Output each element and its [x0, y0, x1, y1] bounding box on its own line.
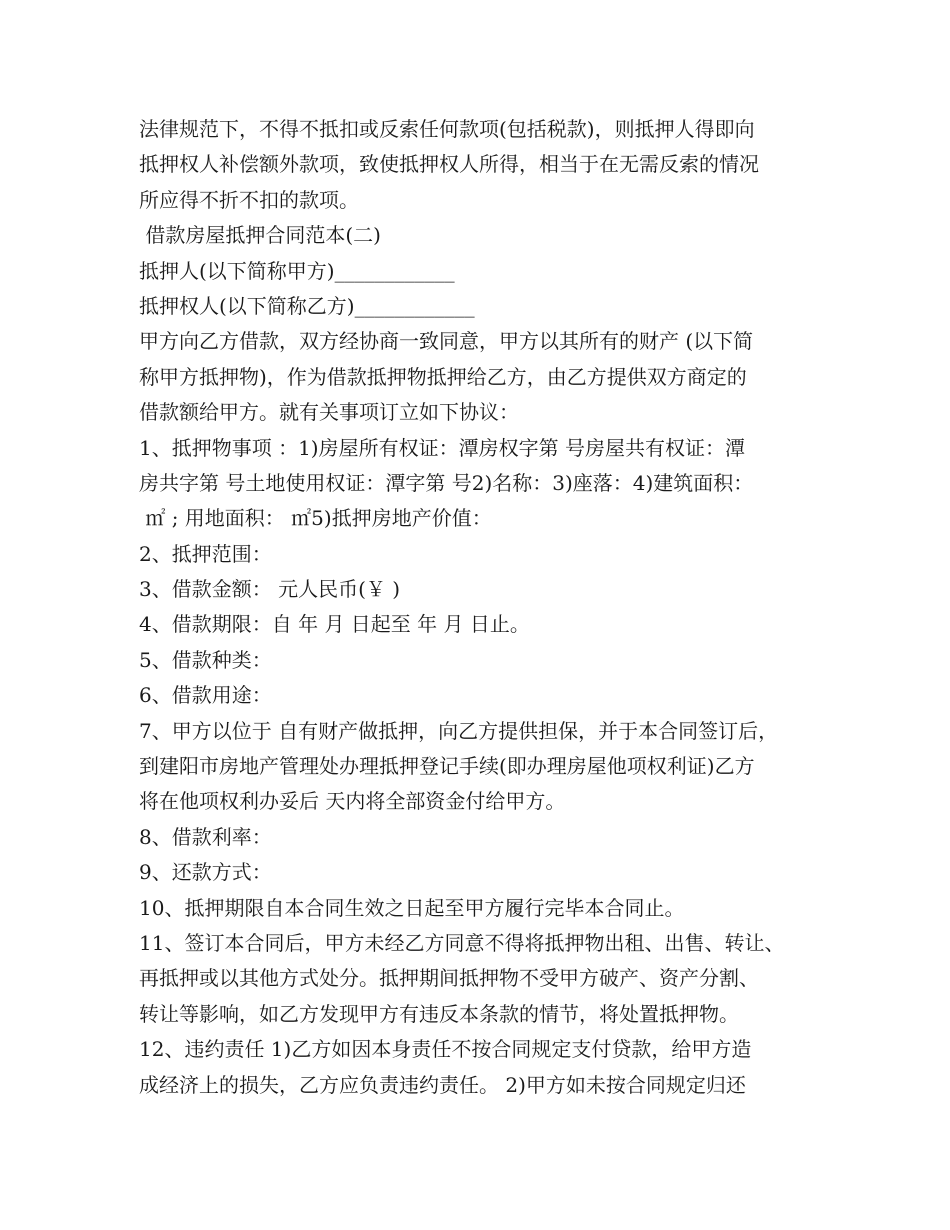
clause-line: 8、借款利率： — [139, 824, 272, 849]
text-line: 抵押权人补偿额外款项，致使抵押权人所得，相当于在无需反索的情况 — [139, 152, 759, 177]
clause-line: 7、甲方以位于 自有财产做抵押，向乙方提供担保，并于本合同签订后， — [139, 718, 779, 743]
clause-line: 12、违约责任 1)乙方如因本身责任不按合同规定支付贷款，给甲方造 — [139, 1037, 752, 1062]
clause-line: 房共字第 号土地使用权证：潭字第 号2)名称：3)座落：4)建筑面积： — [139, 470, 754, 495]
clause-line: 11、签订本合同后，甲方未经乙方同意不得将抵押物出租、出售、转让、 — [139, 930, 785, 955]
text-line: 称甲方抵押物)，作为借款抵押物抵押给乙方，由乙方提供双方商定的 — [139, 364, 747, 389]
clause-line: 2、抵押范围： — [139, 541, 272, 566]
clause-line: 转让等影响，如乙方发现甲方有违反本条款的情节，将处置抵押物。 — [139, 1001, 739, 1026]
clause-line: 将在他项权利办妥后 天内将全部资金付给甲方。 — [139, 789, 566, 814]
clause-line: 成经济上的损失，乙方应负责违约责任。 2)甲方如未按合同规定归还 — [139, 1072, 746, 1097]
clause-line: 1、抵押物事项 ：1)房屋所有权证：潭房权字第 号房屋共有权证：潭 — [139, 435, 745, 460]
clause-line: 9、还款方式： — [139, 860, 272, 885]
clause-line: ㎡ ; 用地面积： ㎡5)抵押房地产价值： — [139, 506, 492, 531]
clause-line: 4、借款期限：自 年 月 日起至 年 月 日止。 — [139, 612, 530, 637]
text-line: 法律规范下，不得不抵扣或反索任何款项(包括税款)，则抵押人得即向 — [139, 117, 755, 141]
clause-line: 6、借款用途： — [139, 683, 272, 708]
text-line: 所应得不折不扣的款项。 — [139, 187, 359, 212]
text-line: 借款额给甲方。就有关事项订立如下协议： — [139, 400, 519, 425]
clause-line: 到建阳市房地产管理处办理抵押登记手续(即办理房屋他项权利证)乙方 — [139, 754, 755, 779]
clause-line: 5、借款种类： — [139, 647, 272, 672]
document-body — [139, 112, 839, 1103]
mortgagor-line: 抵押人(以下简称甲方)____________ — [139, 258, 455, 283]
clause-line: 再抵押或以其他方式处分。抵押期间抵押物不受甲方破产、资产分割、 — [139, 966, 759, 991]
section-title: 借款房屋抵押合同范本(二) — [139, 223, 381, 248]
mortgagee-line: 抵押权人(以下简称乙方)____________ — [139, 293, 475, 318]
clause-line: 3、借款金额： 元人民币(￥ ) — [139, 577, 401, 602]
text-line: 甲方向乙方借款，双方经协商一致同意，甲方以其所有的财产 (以下简 — [139, 329, 754, 354]
clause-line: 10、抵押期限自本合同生效之日起至甲方履行完毕本合同止。 — [139, 895, 685, 920]
